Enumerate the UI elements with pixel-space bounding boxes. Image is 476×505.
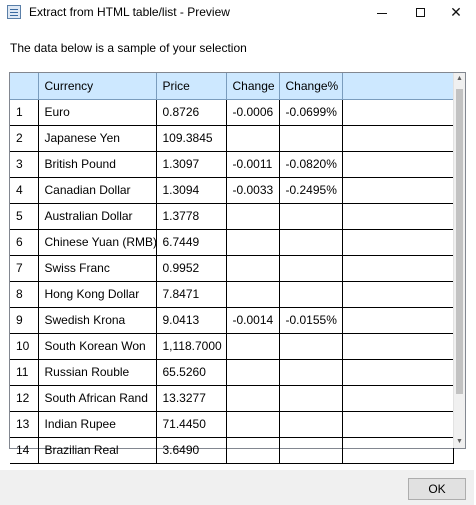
empty-cell (342, 229, 453, 255)
dialog-footer (0, 470, 474, 505)
empty-cell (342, 437, 453, 463)
currency-cell: Indian Rupee (38, 411, 156, 437)
change-cell: -0.0006 (226, 99, 279, 125)
change-percent-cell (279, 255, 342, 281)
currency-cell: Australian Dollar (38, 203, 156, 229)
change-percent-cell: -0.0820% (279, 151, 342, 177)
empty-cell (342, 281, 453, 307)
currency-cell: British Pound (38, 151, 156, 177)
change-cell: -0.0014 (226, 307, 279, 333)
change-percent-cell: -0.0699% (279, 99, 342, 125)
row-index: 8 (10, 281, 38, 307)
close-icon: ✕ (450, 3, 462, 20)
maximize-button[interactable] (400, 0, 440, 24)
price-cell: 65.5260 (156, 359, 226, 385)
price-cell: 9.0413 (156, 307, 226, 333)
table-row[interactable] (10, 177, 453, 203)
price-cell: 7.8471 (156, 281, 226, 307)
empty-cell (342, 307, 453, 333)
currency-cell: Swiss Franc (38, 255, 156, 281)
price-cell: 109.3845 (156, 125, 226, 151)
table-row[interactable] (10, 333, 453, 359)
change-percent-cell (279, 411, 342, 437)
row-index: 2 (10, 125, 38, 151)
empty-cell (342, 151, 453, 177)
header-row (10, 73, 453, 99)
empty-cell (342, 125, 453, 151)
preview-table (10, 73, 454, 464)
currency-cell: Swedish Krona (38, 307, 156, 333)
currency-cell: Chinese Yuan (RMB) (38, 229, 156, 255)
empty-cell (342, 411, 453, 437)
row-index: 11 (10, 359, 38, 385)
change-percent-cell (279, 359, 342, 385)
row-index: 13 (10, 411, 38, 437)
change-cell (226, 125, 279, 151)
currency-cell: Russian Rouble (38, 359, 156, 385)
price-cell: 1.3094 (156, 177, 226, 203)
change-percent-cell (279, 281, 342, 307)
table-row[interactable] (10, 255, 453, 281)
ok-button[interactable]: OK (408, 478, 466, 500)
currency-cell: Euro (38, 99, 156, 125)
header-currency[interactable]: Currency (38, 73, 156, 99)
row-index: 6 (10, 229, 38, 255)
table-row[interactable] (10, 99, 453, 125)
table-row[interactable] (10, 151, 453, 177)
price-cell: 13.3277 (156, 385, 226, 411)
table-body (10, 99, 453, 463)
scroll-thumb[interactable] (456, 89, 463, 394)
empty-cell (342, 255, 453, 281)
table-row[interactable] (10, 125, 453, 151)
maximize-icon (416, 8, 425, 17)
price-cell: 71.4450 (156, 411, 226, 437)
change-cell (226, 411, 279, 437)
change-cell (226, 229, 279, 255)
change-cell (226, 359, 279, 385)
header-change-percent[interactable]: Change% (279, 73, 342, 99)
change-percent-cell (279, 125, 342, 151)
title-bar (0, 0, 474, 24)
change-cell (226, 385, 279, 411)
currency-cell: Brazilian Real (38, 437, 156, 463)
currency-cell: South Korean Won (38, 333, 156, 359)
table-row[interactable] (10, 359, 453, 385)
row-index: 14 (10, 437, 38, 463)
change-cell: -0.0011 (226, 151, 279, 177)
row-index: 3 (10, 151, 38, 177)
table-row[interactable] (10, 229, 453, 255)
header-empty[interactable] (342, 73, 453, 99)
table-row[interactable] (10, 385, 453, 411)
price-cell: 0.8726 (156, 99, 226, 125)
change-cell (226, 333, 279, 359)
scroll-down-icon[interactable]: ▼ (456, 438, 463, 445)
header-index[interactable] (10, 73, 38, 99)
close-button[interactable] (436, 0, 476, 24)
empty-cell (342, 99, 453, 125)
empty-cell (342, 177, 453, 203)
currency-cell: Hong Kong Dollar (38, 281, 156, 307)
row-index: 9 (10, 307, 38, 333)
header-price[interactable]: Price (156, 73, 226, 99)
empty-cell (342, 333, 453, 359)
window-title: Extract from HTML table/list - Preview (29, 5, 230, 19)
row-index: 12 (10, 385, 38, 411)
change-percent-cell (279, 437, 342, 463)
change-percent-cell (279, 203, 342, 229)
change-percent-cell (279, 385, 342, 411)
currency-cell: Canadian Dollar (38, 177, 156, 203)
row-index: 5 (10, 203, 38, 229)
change-percent-cell (279, 229, 342, 255)
row-index: 10 (10, 333, 38, 359)
empty-cell (342, 385, 453, 411)
price-cell: 1.3097 (156, 151, 226, 177)
price-cell: 3.6490 (156, 437, 226, 463)
intro-text: The data below is a sample of your selection (10, 41, 247, 55)
price-cell: 1.3778 (156, 203, 226, 229)
minimize-icon (377, 13, 387, 14)
empty-cell (342, 203, 453, 229)
change-cell: -0.0033 (226, 177, 279, 203)
header-change[interactable]: Change (226, 73, 279, 99)
change-cell (226, 203, 279, 229)
minimize-button[interactable] (362, 0, 402, 24)
vertical-scrollbar[interactable] (453, 73, 465, 448)
table-row[interactable] (10, 411, 453, 437)
change-percent-cell (279, 333, 342, 359)
change-cell (226, 437, 279, 463)
row-index: 7 (10, 255, 38, 281)
preview-grid[interactable] (9, 72, 466, 457)
price-cell: 0.9952 (156, 255, 226, 281)
table-extract-icon (7, 5, 21, 19)
table-row[interactable] (10, 281, 453, 307)
row-index: 4 (10, 177, 38, 203)
price-cell: 1,118.7000 (156, 333, 226, 359)
scroll-up-icon[interactable]: ▲ (456, 75, 463, 82)
currency-cell: Japanese Yen (38, 125, 156, 151)
price-cell: 6.7449 (156, 229, 226, 255)
table-row[interactable] (10, 203, 453, 229)
currency-cell: South African Rand (38, 385, 156, 411)
change-cell (226, 281, 279, 307)
change-percent-cell: -0.0155% (279, 307, 342, 333)
change-percent-cell: -0.2495% (279, 177, 342, 203)
change-cell (226, 255, 279, 281)
empty-cell (342, 359, 453, 385)
table-row[interactable] (10, 437, 453, 463)
table-row[interactable] (10, 307, 453, 333)
row-index: 1 (10, 99, 38, 125)
